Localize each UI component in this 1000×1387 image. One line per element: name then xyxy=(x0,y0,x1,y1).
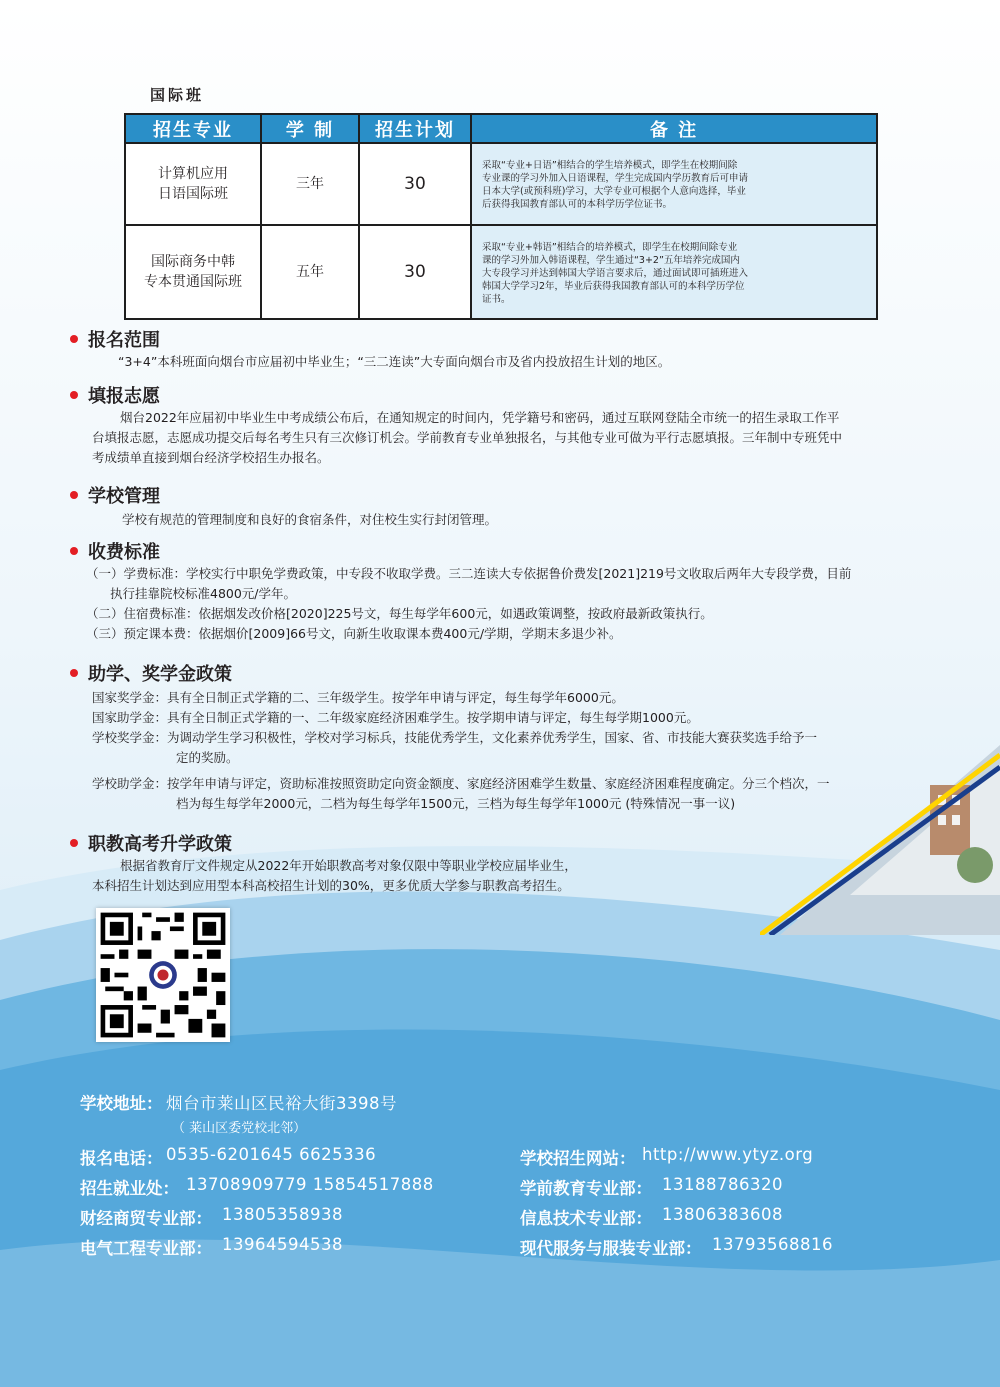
section-title-exam xyxy=(70,830,232,856)
web-label: 学校招生网站： xyxy=(520,1149,636,1168)
intl-class-table xyxy=(124,113,878,320)
scope-text: “3+4”本科班面向烟台市应届初中毕业生；“三二连读”大专面向烟台市及省内投放招生计划的地区。 xyxy=(118,354,671,369)
aid-item xyxy=(92,774,932,794)
address-value: 烟台市莱山区民裕大街3398号 xyxy=(166,1094,397,1113)
elec-value: 13964594538 xyxy=(222,1235,343,1254)
cell-major xyxy=(125,143,261,225)
note-line: 采取“专业+韩语”相结合的培养模式，即学生在校期间除专业 xyxy=(482,241,738,253)
aid-item xyxy=(92,728,932,748)
major-line: 计算机应用 xyxy=(158,166,228,182)
table-header-row xyxy=(125,114,877,143)
cell-duration: 五年 xyxy=(261,225,359,319)
fee-item: （一）学费标准：学校实行中职免学费政策，中专段不收取学费。三二连读大专依据鲁价费发[2021]219号文收取后两年大专段学费，目前 xyxy=(86,566,852,581)
major-line: 国际商务中韩 xyxy=(151,254,235,270)
cell-major xyxy=(125,225,261,319)
address-note: （ 莱山区委党校北邻） xyxy=(172,1121,307,1136)
service-value: 13793568816 xyxy=(712,1235,833,1254)
red-dot-icon xyxy=(70,335,78,343)
preschool-value: 13188786320 xyxy=(662,1175,783,1194)
note-line: 日本大学(或预科班)学习，大学专业可根据个人意向选择，毕业 xyxy=(482,186,746,197)
red-dot-icon xyxy=(70,547,78,555)
it-value: 13806383608 xyxy=(662,1205,783,1224)
note-line: 采取“专业+日语”相结合的学生培养模式，即学生在校期间除 xyxy=(482,160,738,171)
intl-class-label: 国际班 xyxy=(150,86,205,104)
elec-label: 电气工程专业部： xyxy=(80,1239,212,1258)
cell-plan: 30 xyxy=(359,225,471,319)
cell-note xyxy=(471,143,877,225)
section-title-aid xyxy=(70,660,232,686)
section-title-text: 职教高考升学政策 xyxy=(88,834,232,855)
section-title-text: 报名范围 xyxy=(88,330,160,351)
jobs-label: 招生就业处： xyxy=(80,1179,179,1198)
section-title-application xyxy=(70,382,160,408)
aid-desc: 档为每生每学年2000元，二档为每生每学年1500元，三档为每生每学年1000元 (特殊情况一事一议) xyxy=(176,796,736,811)
paragraph-line: 本科招生计划达到应用型本科高校招生计划的30%，更多优质大学参与职教高考招生。 xyxy=(92,878,570,893)
exam-text xyxy=(92,856,912,896)
application-text xyxy=(92,408,942,468)
header-plan: 招生计划 xyxy=(359,114,471,143)
fee-item: 执行挂靠院校标准4800元/学年。 xyxy=(110,586,297,601)
section-title-management xyxy=(70,482,160,508)
service-label: 现代服务与服装专业部： xyxy=(520,1239,702,1258)
aid-desc: 为调动学生学习积极性，学校对学习标兵，技能优秀学生，文化素养优秀学生，国家、省、市技能大赛获奖选手给予一 xyxy=(167,730,818,745)
header-major: 招生专业 xyxy=(125,114,261,143)
aid-term: 国家助学金： xyxy=(92,710,168,725)
finance-value: 13805358938 xyxy=(222,1205,343,1224)
note-line: 韩国大学学习2年，毕业后获得我国教育部认可的本科学历学位 xyxy=(482,280,745,292)
section-title-text: 收费标准 xyxy=(88,542,160,563)
preschool-label: 学前教育专业部： xyxy=(520,1179,652,1198)
table-row xyxy=(125,143,877,225)
cell-note xyxy=(471,225,877,319)
red-dot-icon xyxy=(70,391,78,399)
major-line: 专本贯通国际班 xyxy=(144,274,242,290)
fees-text xyxy=(86,564,946,644)
it-label: 信息技术专业部： xyxy=(520,1209,652,1228)
aid-item xyxy=(92,708,932,728)
aid-item xyxy=(92,688,932,708)
phone-label: 报名电话： xyxy=(80,1149,163,1168)
note-line: 大专段学习并达到韩国大学语言要求后，通过面试即可插班进入 xyxy=(482,267,749,279)
aid-text xyxy=(92,688,932,814)
aid-desc: 具有全日制正式学籍的一、二年级家庭经济困难学生。按学期申请与评定，每生每学期1000元。 xyxy=(167,710,699,725)
table-row xyxy=(125,225,877,319)
section-title-text: 填报志愿 xyxy=(88,386,160,407)
red-dot-icon xyxy=(70,669,78,677)
fee-item: （二）住宿费标准：依据烟发改价格[2020]225号文，每生每学年600元，如遇政策调整，按政府最新政策执行。 xyxy=(86,606,713,621)
fee-item: （三）预定课本费：依据烟价[2009]66号文，向新生收取课本费400元/学期，学期末多退少补。 xyxy=(86,626,622,641)
phone-value: 0535-6201645 6625336 xyxy=(166,1145,377,1164)
note-line: 课的学习外加入韩语课程，学生通过“3+2”五年培养完成国内 xyxy=(482,254,740,266)
paragraph-line: 考成绩单直接到烟台经济学校招生办报名。 xyxy=(92,450,330,465)
aid-term: 学校助学金： xyxy=(92,776,168,791)
note-line: 证书。 xyxy=(482,293,511,305)
management-text: 学校有规范的管理制度和良好的食宿条件，对住校生实行封闭管理。 xyxy=(122,512,498,527)
web-value[interactable]: http://www.ytyz.org xyxy=(642,1145,814,1164)
aid-desc: 按学年申请与评定，资助标准按照资助定向资金额度、家庭经济困难学生数量、家庭经济困难程度确定。分三个档次，一 xyxy=(167,776,830,791)
aid-desc: 具有全日制正式学籍的二、三年级学生。按学年申请与评定，每生每学年6000元。 xyxy=(167,690,624,705)
note-line: 后获得我国教育部认可的本科学历学位证书。 xyxy=(482,199,673,210)
aid-term: 国家奖学金： xyxy=(92,690,168,705)
major-line: 日语国际班 xyxy=(158,186,228,202)
header-note: 备 注 xyxy=(471,114,877,143)
paragraph-line: 台填报志愿，志愿成功提交后每名考生只有三次修订机会。学前教育专业单独报名，与其他专业可做为平行志愿填报。三年制中专班凭中 xyxy=(92,430,843,445)
address-label: 学校地址： xyxy=(80,1094,163,1113)
section-title-text: 学校管理 xyxy=(88,486,160,507)
finance-label: 财经商贸专业部： xyxy=(80,1209,212,1228)
paragraph-line: 烟台2022年应届初中毕业生中考成绩公布后，在通知规定的时间内，凭学籍号和密码，通过互联网登陆全市统一的招生录取工作平 xyxy=(120,410,840,425)
cell-duration: 三年 xyxy=(261,143,359,225)
section-title-text: 助学、奖学金政策 xyxy=(88,664,232,685)
red-dot-icon xyxy=(70,839,78,847)
qr-code-icon[interactable] xyxy=(96,908,230,1042)
aid-desc: 定的奖励。 xyxy=(176,750,239,765)
aid-term: 学校奖学金： xyxy=(92,730,168,745)
red-dot-icon xyxy=(70,491,78,499)
note-line: 专业课的学习外加入日语课程，学生完成国内学历教育后可申请 xyxy=(482,173,749,184)
paragraph-line: 根据省教育厅文件规定从2022年开始职教高考对象仅限中等职业学校应届毕业生， xyxy=(120,858,577,873)
section-title-fees xyxy=(70,538,160,564)
cell-plan: 30 xyxy=(359,143,471,225)
header-duration: 学 制 xyxy=(261,114,359,143)
section-title-scope xyxy=(70,326,160,352)
jobs-value: 13708909779 15854517888 xyxy=(186,1175,434,1194)
